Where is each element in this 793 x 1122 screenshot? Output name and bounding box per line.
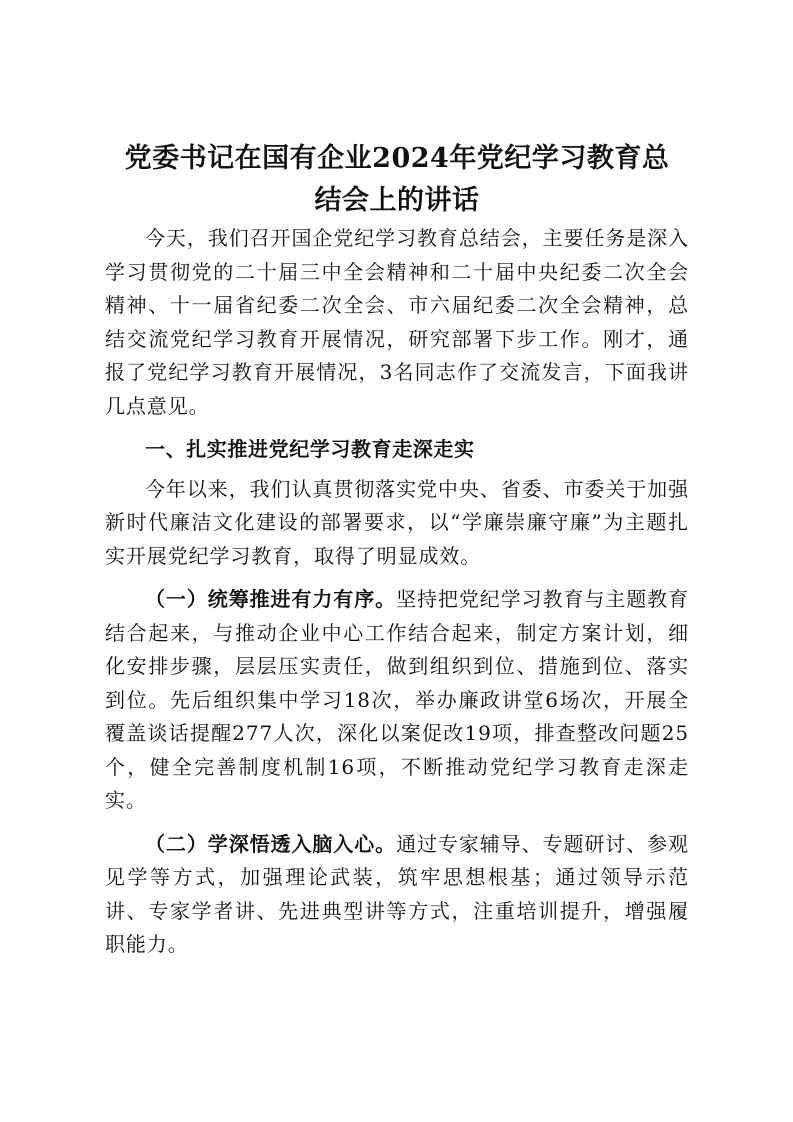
item-1-title: （一）统筹推进有力有序。 bbox=[145, 587, 397, 611]
document-title bbox=[105, 138, 689, 222]
item-2-body: 通过专家辅导、专题研讨、参观见学等方式，加强理论武装，筑牢思想根基；通过领导示范讲、专家学者讲、先进典型讲等方式，注重培训提升，增强履职能力。 bbox=[105, 831, 689, 956]
section-1-item-1 bbox=[105, 583, 689, 818]
title-line-1: 党委书记在国有企业2024年党纪学习教育总 bbox=[124, 143, 670, 174]
section-1-heading: 一、扎实推进党纪学习教育走深走实 bbox=[145, 437, 475, 461]
item-1-body: 坚持把党纪学习教育与主题教育结合起来，与推动企业中心工作结合起来，制定方案计划，细化安排步骤，层层压实责任，做到组织到位、措施到位、落实到位。先后组织集中学习18次，举办廉政讲堂6场次，开展全覆盖谈话提醒277人次，深化以案促改19项，排查整改问题25个，健全完善制度机制16项，不断推动党纪学习教育走深走实。 bbox=[105, 587, 689, 812]
intro-paragraph: 今天，我们召开国企党纪学习教育总结会，主要任务是深入学习贯彻党的二十届三中全会精神和二十届中央纪委二次全会精神、十一届省纪委二次全会、市六届纪委二次全会精神，总结交流党纪学习教育开展情况，研究部署下步工作。刚才，通报了党纪学习教育开展情况，3名同志作了交流发言，下面我讲几点意见。 bbox=[105, 226, 689, 418]
item-2-title: （二）学深悟透入脑入心。 bbox=[145, 831, 397, 856]
paragraph-gap bbox=[105, 573, 689, 583]
document-body bbox=[105, 138, 689, 962]
paragraph-gap bbox=[105, 818, 689, 828]
section-1-lead-paragraph: 今年以来，我们认真贯彻落实党中央、省委、市委关于加强新时代廉洁文化建设的部署要求，以“学廉崇廉守廉”为主题扎实开展党纪学习教育，取得了明显成效。 bbox=[105, 476, 689, 568]
section-1-item-2 bbox=[105, 828, 689, 962]
title-line-2: 结会上的讲话 bbox=[314, 185, 480, 216]
